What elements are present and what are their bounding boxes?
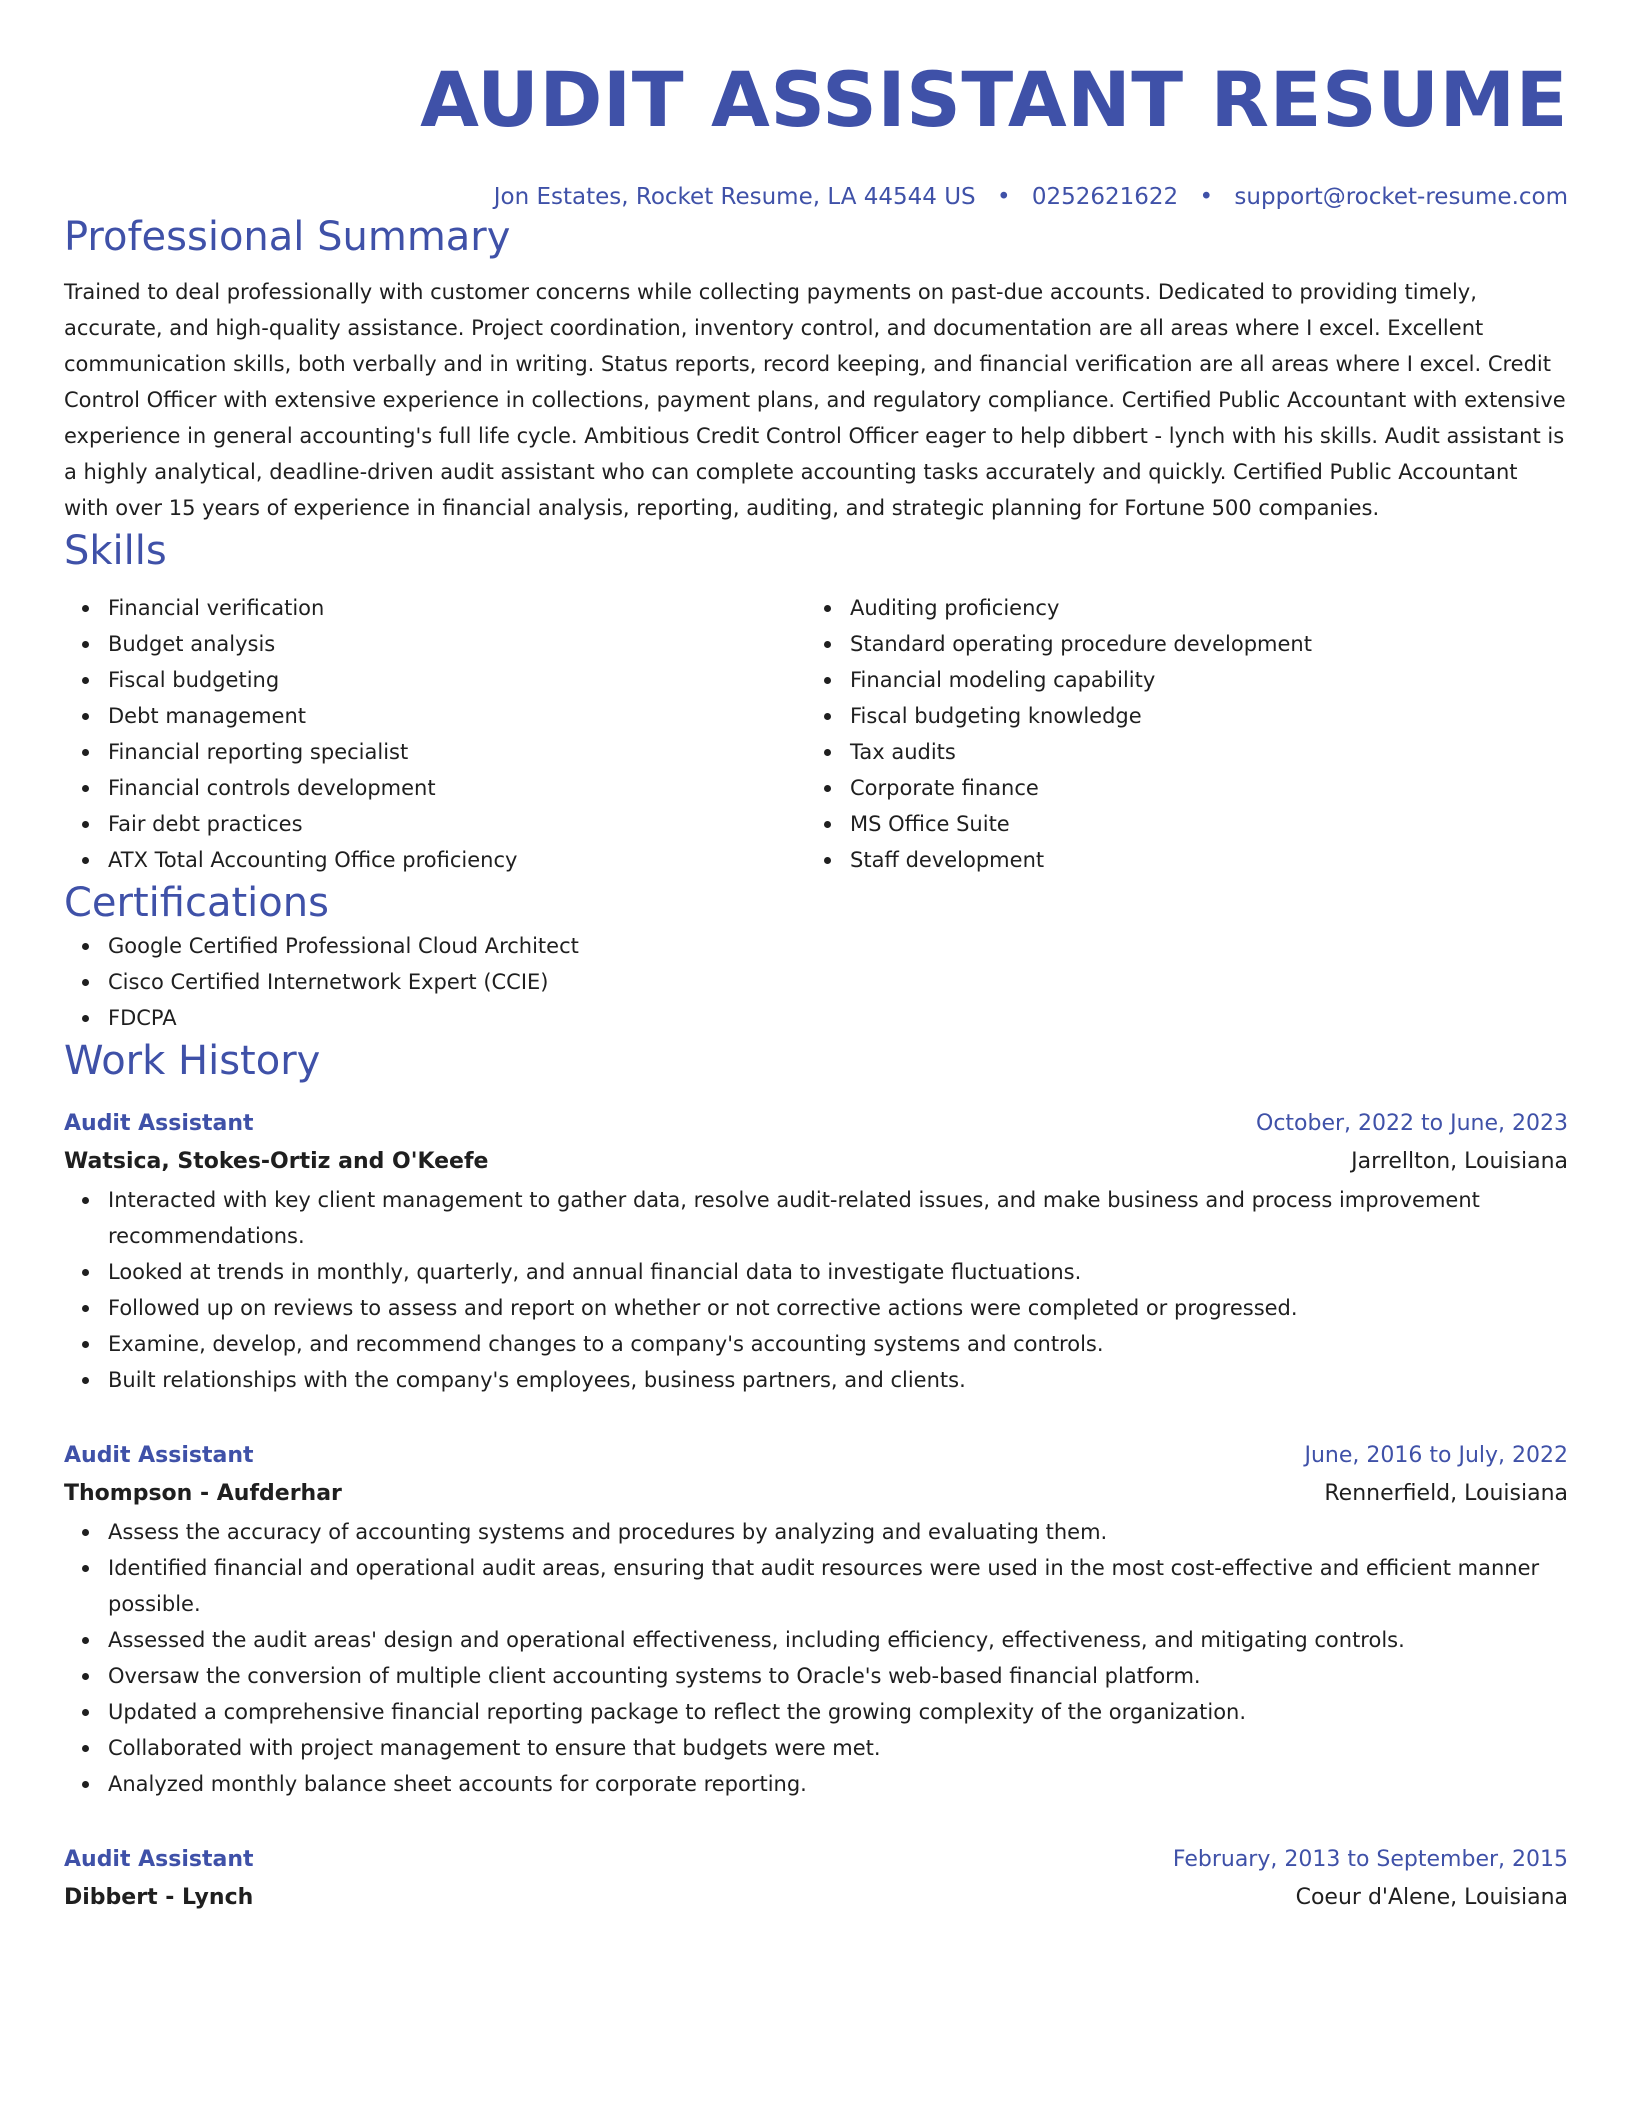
job-bullet: Updated a comprehensive financial reporting package to reflect the growing complexity of the organization.: [108, 1694, 1568, 1730]
skill-item: Staff development: [850, 842, 1548, 878]
certification-item: Cisco Certified Internetwork Expert (CCIE): [108, 964, 1568, 1000]
resume-title: AUDIT ASSISTANT RESUME: [420, 55, 1568, 144]
job-title: Audit Assistant: [64, 1111, 254, 1136]
job-bullet: Collaborated with project management to ensure that budgets were met.: [108, 1730, 1568, 1766]
skill-item: ATX Total Accounting Office proficiency: [108, 842, 806, 878]
job-bullet: Followed up on reviews to assess and report on whether or not corrective actions were completed or progressed.: [108, 1290, 1568, 1326]
skill-item: Standard operating procedure development: [850, 626, 1548, 662]
job-entry: [64, 1438, 1568, 1802]
job-header-row: [64, 1438, 1568, 1474]
job-bullet: Interacted with key client management to gather data, resolve audit-related issues, and make business and process improvement recommendations.: [108, 1182, 1568, 1254]
skills-list-left: [64, 590, 806, 878]
contact-line: [64, 182, 1568, 212]
job-company-row: [64, 1474, 1568, 1514]
job-bullet: Oversaw the conversion of multiple client accounting systems to Oracle's web-based financial platform.: [108, 1658, 1568, 1694]
job-bullet: Examine, develop, and recommend changes to a company's accounting systems and controls.: [108, 1326, 1568, 1362]
certifications-heading: Certifications: [64, 880, 329, 926]
skills-heading: Skills: [64, 528, 167, 574]
certification-item: FDCPA: [108, 1000, 1568, 1036]
skill-item: Financial controls development: [108, 770, 806, 806]
job-bullets: [64, 1182, 1568, 1398]
contact-separator: •: [996, 184, 1011, 210]
contact-address: Jon Estates, Rocket Resume, LA 44544 US: [493, 184, 976, 210]
job-bullet: Looked at trends in monthly, quarterly, and annual financial data to investigate fluctuations.: [108, 1254, 1568, 1290]
job-entry: [64, 1842, 1568, 1918]
skill-item: Tax audits: [850, 734, 1548, 770]
skills-columns: [64, 590, 1568, 878]
contact-phone: 0252621622: [1031, 184, 1179, 210]
job-dates: October, 2022 to June, 2023: [1256, 1111, 1568, 1136]
summary-heading: Professional Summary: [64, 214, 511, 260]
skill-item: Debt management: [108, 698, 806, 734]
job-company-row: [64, 1878, 1568, 1918]
job-bullet: Built relationships with the company's employees, business partners, and clients.: [108, 1362, 1568, 1398]
skill-item: Fiscal budgeting: [108, 662, 806, 698]
skill-item: Fair debt practices: [108, 806, 806, 842]
contact-separator: •: [1199, 184, 1214, 210]
job-bullet: Identified financial and operational audit areas, ensuring that audit resources were used in the most cost-effective and efficient manner possible.: [108, 1550, 1568, 1622]
skill-item: Corporate finance: [850, 770, 1548, 806]
job-company: Dibbert - Lynch: [64, 1885, 254, 1910]
job-title: Audit Assistant: [64, 1847, 254, 1872]
skills-column-right: [806, 590, 1548, 878]
job-entry: [64, 1106, 1568, 1398]
job-bullet: Assess the accuracy of accounting systems and procedures by analyzing and evaluating them.: [108, 1514, 1568, 1550]
skill-item: Auditing proficiency: [850, 590, 1548, 626]
job-location: Coeur d'Alene, Louisiana: [1295, 1885, 1568, 1910]
job-bullets: [64, 1514, 1568, 1802]
skills-list-right: [806, 590, 1548, 878]
job-bullet: Analyzed monthly balance sheet accounts for corporate reporting.: [108, 1766, 1568, 1802]
skill-item: MS Office Suite: [850, 806, 1548, 842]
skill-item: Financial verification: [108, 590, 806, 626]
job-title: Audit Assistant: [64, 1443, 254, 1468]
skills-column-left: [64, 590, 806, 878]
skill-item: Financial reporting specialist: [108, 734, 806, 770]
job-bullet: Assessed the audit areas' design and operational effectiveness, including efficiency, effectiveness, and mitigating controls.: [108, 1622, 1568, 1658]
skill-item: Financial modeling capability: [850, 662, 1548, 698]
skill-item: Fiscal budgeting knowledge: [850, 698, 1548, 734]
job-location: Jarrellton, Louisiana: [1351, 1149, 1568, 1174]
job-company: Thompson - Aufderhar: [64, 1481, 342, 1506]
job-company-row: [64, 1142, 1568, 1182]
work-history-heading: Work History: [64, 1038, 321, 1084]
skill-item: Budget analysis: [108, 626, 806, 662]
job-header-row: [64, 1106, 1568, 1142]
job-header-row: [64, 1842, 1568, 1878]
certifications-list: [64, 928, 1568, 1036]
job-dates: June, 2016 to July, 2022: [1304, 1443, 1568, 1468]
job-location: Rennerfield, Louisiana: [1324, 1481, 1568, 1506]
contact-email: support@rocket-resume.com: [1234, 184, 1568, 210]
certification-item: Google Certified Professional Cloud Architect: [108, 928, 1568, 964]
job-company: Watsica, Stokes-Ortiz and O'Keefe: [64, 1149, 489, 1174]
job-dates: February, 2013 to September, 2015: [1172, 1847, 1568, 1872]
summary-text: Trained to deal professionally with customer concerns while collecting payments on past-due accounts. Dedicated to providing timely, accurate, and high-quality assistance. Project coordination, inventory control, and documentation are all areas where I excel. Excellent communication skills, both verbally and in writing. Status reports, record keeping, and financial verification are all areas where I excel. Credit Control Officer with extensive experience in collections, payment plans, and regulatory compliance. Certified Public Accountant with extensive experience in general accounting's full life cycle. Ambitious Credit Control Officer eager to help dibbert - lynch with his skills. Audit assistant is a highly analytical, deadline-driven audit assistant who can complete accounting tasks accurately and quickly. Certified Public Accountant with over 15 years of experience in financial analysis, reporting, auditing, and strategic planning for Fortune 500 companies.: [64, 280, 1566, 520]
